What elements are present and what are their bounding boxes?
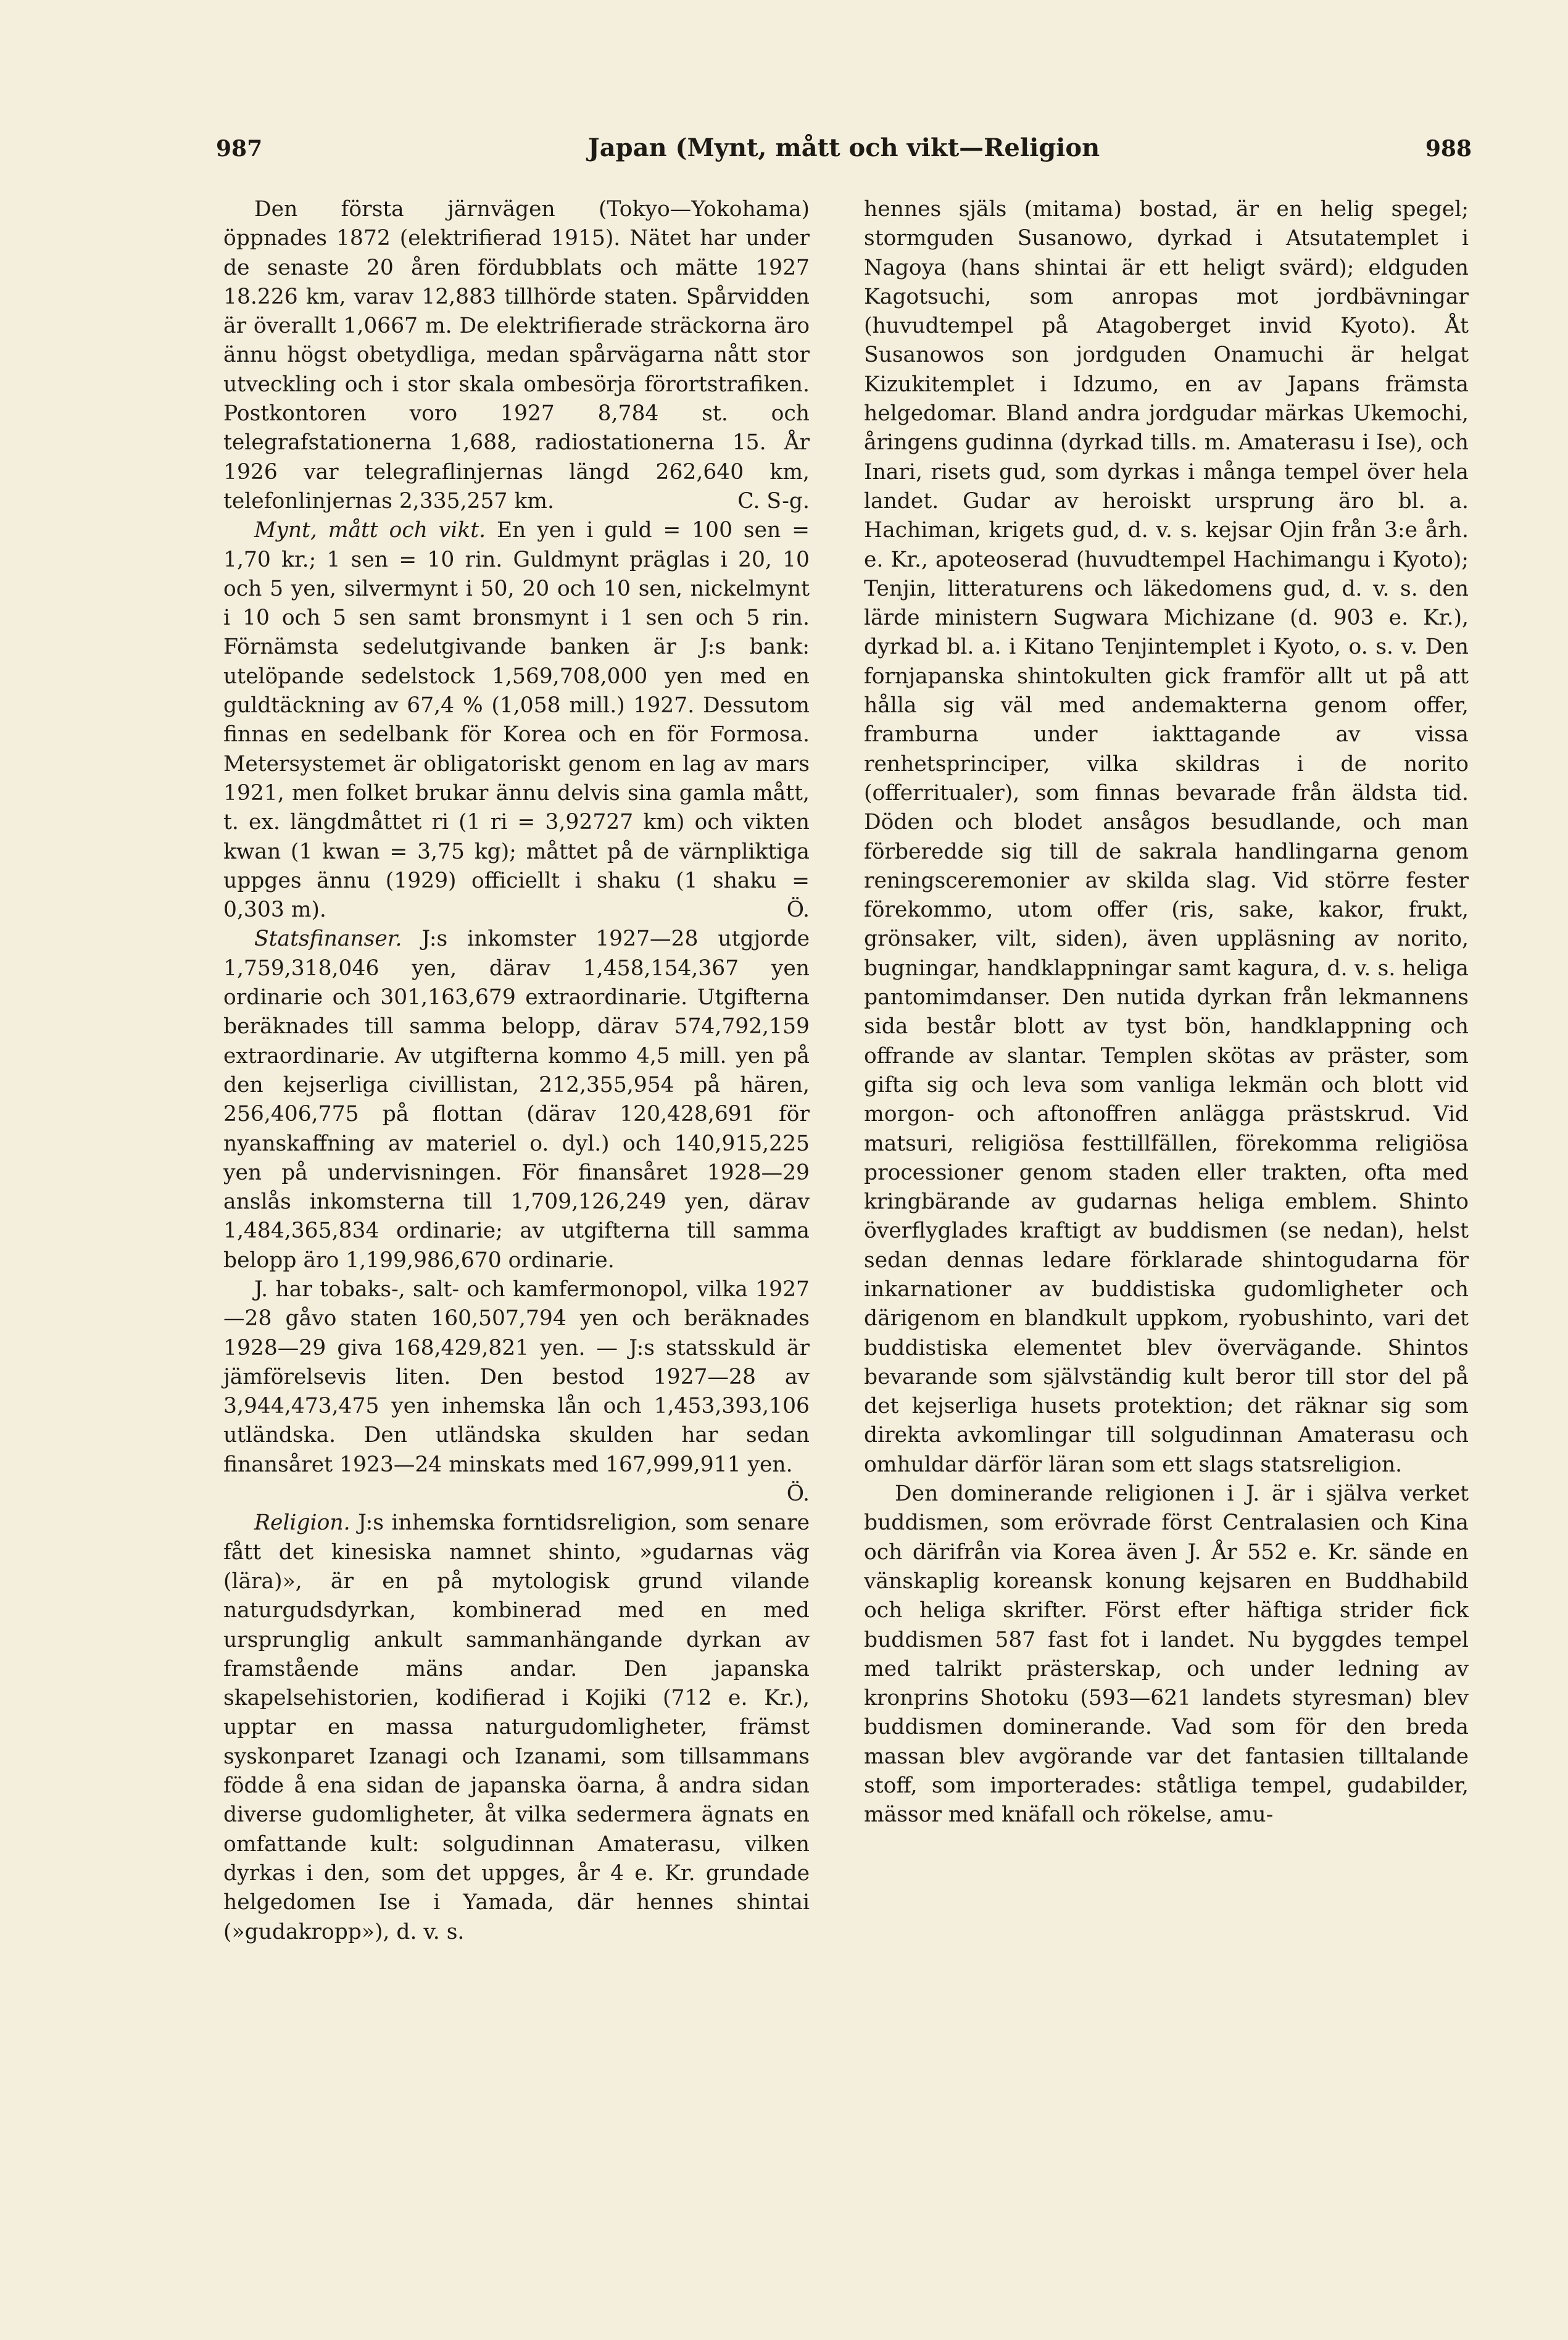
paragraph-text: Den första järnvägen (Tokyo—Yokohama) öppnades 1872 (elektrifierad 1915). Nätet har under de senaste 20 åren fördubblats och mätte 1927 18.226 km, varav 12,883 tillhörde staten. Spårvidden är överallt 1,0667 m. De elektrifierade sträckorna äro ännu högst obetydliga, medan spårvägarna nått stor utveckling och i stor skala ombesörja förortstrafiken. Postkontoren voro 1927 8,784 st. och telegrafstationerna 1,688, radiostationerna 15. År 1926 var telegraflinjernas längd 262,640 km, telefonlinjernas 2,335,257 km. <box>223 197 810 514</box>
running-title: Japan (Mynt, mått och vikt—Religion <box>587 133 1100 162</box>
paragraph-text: J:s inhemska forntidsreligion, som senare fått det kinesiska namnet shinto, »gudarnas väg (lära)», är en på mytologisk grund vilande naturgudsdyrkan, kombinerad med en med ursprunglig ankult sammanhängande dyrkan av framstående mäns andar. Den japanska skapelsehistorien, kodifierad i Kojiki (712 e. Kr.), upptar en massa naturgudomligheter, främst syskonparet Izanagi och Izanami, som tillsammans födde å ena sidan de japanska öarna, å andra sidan diverse gudomligheter, åt vilka sedermera ägnats en omfattande kult: solgudinnan Amaterasu, vilken dyrkas i den, som det uppges, år 4 e. Kr. grundade helgedomen Ise i Yamada, där hennes shintai (»gudakropp»), d. v. s. <box>223 1510 810 1944</box>
author-signature: Ö. <box>786 897 810 923</box>
section-heading: Statsfinanser. <box>254 926 402 952</box>
section-heading: Religion. <box>254 1510 351 1536</box>
author-signature: Ö. <box>786 1481 810 1507</box>
paragraph-text: En yen i guld = 100 sen = 1,70 kr.; 1 sen = 10 rin. Guldmynt präglas i 20, 10 och 5 yen, silvermynt i 50, 20 och 10 sen, nickelmynt i 10 och 5 sen samt bronsmynt i 1 sen och 5 rin. Förnämsta sedelutgivande banken är J:s bank: utelöpande sedelstock 1,569,708,000 yen med en guldtäckning av 67,4 % (1,058 mill.) 1927. Dessutom finnas en sedelbank för Korea och en för Formosa. Metersystemet är obligatoriskt genom en lag av mars 1921, men folket brukar ännu delvis sina gamla mått, t. ex. längdmåttet ri (1 ri = 3,92727 km) och vikten kwan (1 kwan = 3,75 kg); måttet på de värnpliktiga uppges ännu (1929) officiellt i shaku (1 shaku = 0,303 m). <box>223 518 810 923</box>
paragraph-text: Den dominerande religionen i J. är i själva verket buddismen, som erövrade först Centralasien och Kina och därifrån via Korea även J. År 552 e. Kr. sände en vänskaplig koreansk konung kejsaren en Buddhabild och heliga skrifter. Först efter häftiga strider fick buddismen 587 fast fot i landet. Nu byggdes tempel med talrikt prästerskap, och under ledning av kronprins Shotoku (593—621 landets styresman) blev buddismen dominerande. Vad som för den breda massan blev avgörande var det fantasien tilltalande stoff, som importerades: ståtliga tempel, gudabilder, mässor med knäfall och rökelse, amu- <box>864 1481 1469 1828</box>
left-column <box>223 195 810 1947</box>
paragraph-monopolies <box>223 1275 810 1509</box>
paragraph-religion <box>223 1509 810 1946</box>
author-signature: C. S-g. <box>737 488 810 514</box>
paragraph-text: J. har tobaks-, salt- och kamfermonopol, vilka 1927—28 gåvo staten 160,507,794 yen och beräknades 1928—29 giva 168,429,821 yen. — J:s statsskuld är jämförelsevis liten. Den bestod 1927—28 av 3,944,473,475 yen inhemska lån och 1,453,393,106 utländska. Den utländska skulden har sedan finansåret 1923—24 minskats med 167,999,911 yen. <box>223 1276 810 1477</box>
paragraph-finances <box>223 925 810 1275</box>
paragraph-buddhism <box>864 1480 1469 1830</box>
paragraph-railways <box>223 195 810 516</box>
right-column <box>864 195 1469 1830</box>
paragraph-text: J:s inkomster 1927—28 utgjorde 1,759,318,046 yen, därav 1,458,154,367 yen ordinarie och 301,163,679 extraordinarie. Utgifterna beräknades till samma belopp, därav 574,792,159 extraordinarie. Av utgifterna kommo 4,5 mill. yen på den kejserliga civillistan, 212,355,954 på hären, 256,406,775 på flottan (därav 120,428,691 för nyanskaffning av materiel o. dyl.) och 140,915,225 yen på undervisningen. För finansåret 1928—29 anslås inkomsterna till 1,709,126,249 yen, därav 1,484,365,834 ordinarie; av utgifterna till samma belopp äro 1,199,986,670 ordinarie. <box>223 926 810 1273</box>
paragraph-text: hennes själs (mitama) bostad, är en helig spegel; stormguden Susanowo, dyrkad i Atsutatemplet i Nagoya (hans shintai är ett heligt svärd); eldguden Kagotsuchi, som anropas mot jordbävningar (huvudtempel på Atagoberget invid Kyoto). Åt Susanowos son jordguden Onamuchi är helgat Kizukitemplet i Idzumo, en av Japans främsta helgedomar. Bland andra jordgudar märkas Ukemochi, åringens gudinna (dyrkad tills. m. Amaterasu i Ise), och Inari, risets gud, som dyrkas i många tempel över hela landet. Gudar av heroiskt ursprung äro bl. a. Hachiman, krigets gud, d. v. s. kejsar Ojin från 3:e årh. e. Kr., apoteoserad (huvudtempel Hachimangu i Kyoto); Tenjin, litteraturens och läkedomens gud, d. v. s. den lärde ministern Sugwara Michizane (d. 903 e. Kr.), dyrkad bl. a. i Kitano Tenjintemplet i Kyoto, o. s. v. Den fornjapanska shintokulten gick framför allt ut på att hålla sig väl med andemakterna genom offer, framburna under iakttagande av vissa renhetsprinciper, vilka skildras i de norito (offerritualer), som finnas bevarade från äldsta tid. Döden och blodet ansågos besudlande, och man förberedde sig till de sakrala handlingarna genom reningsceremonier av skilda slag. Vid större fester förekommo, utom offer (ris, sake, kakor, frukt, grönsaker, vilt, siden), även uppläsning av norito, bugningar, handklappningar samt kagura, d. v. s. heliga pantomimdanser. Den nutida dyrkan från lekmannens sida består blott av tyst bön, handklappning och offrande av slantar. Templen skötas av präster, som gifta sig och leva som vanliga lekmän och blott vid morgon- och aftonoffren anlägga prästskrud. Vid matsuri, religiösa festtillfällen, förekomma religiösa processioner genom staden eller trakten, ofta med kringbärande av gudarnas heliga emblem. Shinto överflyglades kraftigt av buddismen (se nedan), helst sedan dennas ledare förklarade shintogudarna för inkarnationer av buddistiska gudomligheter och därigenom en blandkult uppkom, ryobushinto, vari det buddistiska elementet blev övervägande. Shintos bevarande som självständig kult beror till stor del på det kejserliga husets protektion; det räknar sig som direkta avkomlingar till solgudinnan Amaterasu och omhuldar därför läran som ett slags statsreligion. <box>864 197 1469 1477</box>
paragraph-shinto <box>864 195 1469 1480</box>
running-head <box>216 133 1472 173</box>
paragraph-currency <box>223 516 810 925</box>
section-heading: Mynt, mått och vikt. <box>254 518 486 543</box>
page-number-left: 987 <box>216 136 263 162</box>
page-number-right: 988 <box>1425 136 1472 162</box>
